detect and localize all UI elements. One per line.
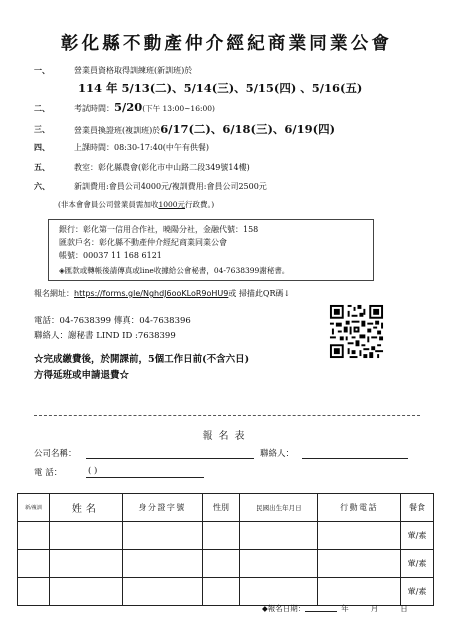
cell-id[interactable] — [122, 550, 202, 578]
fee-note-amount: 1000元 — [158, 200, 186, 209]
header-birthdate: 民國出生年月日 — [240, 494, 318, 522]
signup-tail: 或 掃描此QR碼↓ — [228, 289, 291, 298]
cell-gender[interactable] — [202, 522, 240, 550]
exam-label: 考試時間： — [74, 104, 114, 113]
company-name-label: 公司名稱： — [34, 449, 77, 459]
phone-area-code: ( ) — [88, 466, 98, 476]
contact-person-label: 聯絡人： — [260, 449, 295, 459]
item-text: 上課時間：08:30-17:40(中午有供餐) — [74, 143, 210, 152]
exam-date: 5/20 — [114, 100, 143, 114]
form-title: 報名表 — [202, 431, 251, 442]
cell-type[interactable] — [18, 550, 50, 578]
cell-name[interactable] — [49, 550, 122, 578]
table-header-row — [18, 494, 434, 522]
item-text: 營業員資格取得訓練班(新訓班)於 — [74, 66, 193, 75]
cell-gender[interactable] — [202, 578, 240, 606]
item-number: 四、 — [34, 142, 50, 152]
table-row — [18, 522, 434, 550]
qr-code-icon[interactable] — [328, 303, 385, 360]
item-number: 五、 — [34, 162, 50, 172]
item-number: 一、 — [34, 65, 50, 75]
phone-field[interactable] — [86, 477, 204, 478]
item-text — [74, 100, 215, 114]
company-name-field[interactable] — [86, 458, 254, 459]
item-number: 三、 — [34, 124, 50, 134]
refund-note-line2: 方得延班或申請退費☆ — [34, 370, 130, 381]
cell-type[interactable] — [18, 578, 50, 606]
cut-line — [34, 415, 420, 416]
table-row — [18, 578, 434, 606]
header-type: 新/複訓 — [18, 494, 50, 522]
contact-phone: 電話：04-7638399 傳真：04-7638396 — [34, 316, 191, 326]
item-text: 教室：彰化縣農會(彰化市中山路二段349號14樓) — [74, 163, 250, 172]
signup-date — [262, 603, 408, 614]
cell-id[interactable] — [122, 522, 202, 550]
cell-gender[interactable] — [202, 550, 240, 578]
cell-name[interactable] — [49, 522, 122, 550]
item-number: 六、 — [34, 181, 50, 191]
cell-meal[interactable]: 葷/素 — [401, 522, 434, 550]
signup-date-month: 月 — [370, 604, 379, 613]
contact-person-field[interactable] — [302, 458, 408, 459]
bank-account-number: 帳號：00037 11 168 6121 — [59, 251, 162, 260]
bank-info-box — [48, 219, 374, 281]
signup-date-day: 日 — [400, 604, 408, 613]
bank-note: ◈匯款或轉帳後請傳真或line收據給公會秘書，04-7638399謝秘書。 — [59, 266, 290, 275]
cell-mobile[interactable] — [318, 550, 401, 578]
page-title: 彰化縣不動產仲介經紀商業同業公會 — [60, 34, 393, 54]
cell-birthdate[interactable] — [240, 578, 318, 606]
fee-note — [58, 199, 214, 210]
signup-url-link[interactable]: https://forms.gle/NghdJ6ooKLoR9oHU9 — [74, 289, 229, 298]
signup-line — [34, 288, 290, 299]
renewal-dates: 6/17(二)、6/18(三)、6/19(四) — [160, 122, 336, 136]
item-text — [74, 121, 335, 137]
table-row — [18, 550, 434, 578]
header-name: 姓名 — [49, 494, 122, 522]
fee-note-suffix: 行政費。) — [185, 200, 215, 209]
phone-label: 電 話： — [34, 468, 63, 478]
contact-person: 聯絡人：謝秘書 LIND ID :7638399 — [34, 331, 176, 341]
header-mobile: 行動電話 — [318, 494, 401, 522]
header-meal: 餐食 — [401, 494, 434, 522]
item-text: 新訓費用:會員公司4000元/複訓費用:會員公司2500元 — [74, 182, 267, 191]
exam-time: (下午 13:00~16:00) — [142, 104, 215, 113]
cell-type[interactable] — [18, 522, 50, 550]
cell-birthdate[interactable] — [240, 550, 318, 578]
item-number: 二、 — [34, 103, 50, 113]
cell-birthdate[interactable] — [240, 522, 318, 550]
signup-date-label: ◆報名日期： — [262, 604, 306, 613]
cell-mobile[interactable] — [318, 578, 401, 606]
signup-date-year: 年 — [341, 604, 349, 613]
header-id: 身分證字號 — [122, 494, 202, 522]
cell-mobile[interactable] — [318, 522, 401, 550]
registration-table — [17, 493, 434, 606]
renewal-label: 營業員換證班(複訓班)於 — [74, 126, 161, 135]
cell-meal[interactable]: 葷/素 — [401, 550, 434, 578]
header-gender: 性別 — [202, 494, 240, 522]
signup-label: 報名網址： — [34, 289, 74, 298]
refund-note-line1: ☆完成繳費後，於開課前，5個工作日前(不含六日) — [34, 354, 250, 365]
signup-date-field[interactable] — [305, 604, 337, 612]
bank-account-name: 匯款戶名：彰化縣不動產仲介經紀商業同業公會 — [59, 238, 227, 247]
fee-note-prefix: (非本會會員公司營業員需加收 — [58, 200, 159, 209]
cell-meal[interactable]: 葷/素 — [401, 578, 434, 606]
bank-name: 銀行：彰化第一信用合作社，曉陽分社，金融代號：158 — [59, 225, 259, 234]
cell-id[interactable] — [122, 578, 202, 606]
cell-name[interactable] — [49, 578, 122, 606]
training-dates: 114 年 5/13(二)、5/14(三)、5/15(四) 、5/16(五) — [78, 81, 363, 95]
